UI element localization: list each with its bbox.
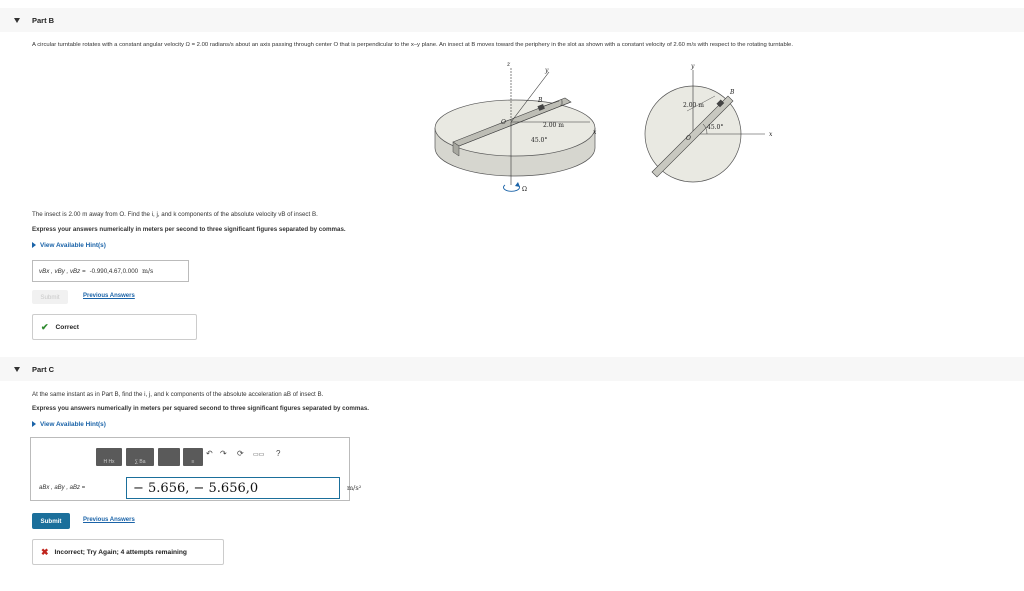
point-o-label-top: O <box>686 135 691 142</box>
vector-button[interactable]: ≡ <box>183 448 203 466</box>
help-icon[interactable]: ? <box>276 449 281 458</box>
axis-y-label-3d: y <box>545 67 549 74</box>
part-c-feedback-text: Incorrect; Try Again; 4 attempts remaining <box>54 548 187 556</box>
collapse-caret-icon[interactable] <box>14 18 20 23</box>
point-b-label-top: B <box>730 89 735 96</box>
part-c-hint-toggle[interactable] <box>32 421 106 428</box>
unit-j-label: j <box>561 99 563 106</box>
templates-button[interactable]: H Hx <box>96 448 122 466</box>
part-c-header[interactable] <box>0 357 1024 381</box>
part-c-instruction: Express you answers numerically in meters per squared second to three significant figures separated by commas. <box>32 405 369 412</box>
axis-x-label-top: x <box>769 131 773 138</box>
math-answer-editor <box>30 437 362 501</box>
axis-y-label-top: y <box>691 63 695 70</box>
distance-label-top: 2.00 m <box>683 102 704 109</box>
part-c-hint-label: View Available Hint(s) <box>40 421 106 428</box>
turntable-top-view <box>645 70 765 182</box>
part-b-hint-toggle[interactable] <box>32 242 106 249</box>
turntable-figure <box>425 60 805 200</box>
point-o-label-3d: O <box>501 119 506 126</box>
part-b-instruction: Express your answers numerically in meters per second to three significant figures separated by commas. <box>32 226 346 233</box>
symbols-button[interactable]: ∑ Ba <box>126 448 154 466</box>
part-b-header[interactable] <box>0 8 1024 32</box>
part-b-feedback <box>32 314 197 340</box>
undo-icon[interactable]: ↶ <box>206 449 213 458</box>
angle-label-3d: 45.0° <box>531 137 548 144</box>
collapse-caret-icon[interactable] <box>14 367 20 372</box>
part-b-answer-unit: m/s <box>142 267 154 275</box>
axis-z-label: z <box>507 61 511 68</box>
part-c-answer-input[interactable]: − 5.656, − 5.656,0 <box>126 477 340 499</box>
omega-label: Ω <box>522 186 527 193</box>
part-b-feedback-text: Correct <box>55 323 79 331</box>
point-b-label-3d: B <box>538 97 543 104</box>
part-c-answer-label: aBx , aBy , aBz = <box>39 485 86 491</box>
part-c-submit-button[interactable]: Submit <box>32 513 70 529</box>
part-c-title: Part C <box>32 364 55 374</box>
part-c-feedback <box>32 539 224 565</box>
part-b-question: The insect is 2.00 m away from O. Find the i, j, and k components of the absolute velocity vB of insect B. <box>32 211 318 218</box>
distance-label-3d: 2.00 m <box>543 122 564 129</box>
part-b-answer-box <box>32 260 189 282</box>
part-b-title: Part B <box>32 15 55 25</box>
part-b-answer-value: -0.990,4.67,0.000 <box>89 267 139 275</box>
part-b-previous-answers-link[interactable]: Previous Answers <box>83 293 135 299</box>
matrix-button[interactable] <box>158 448 180 466</box>
angle-label-top: 45.0° <box>707 124 724 131</box>
keyboard-icon[interactable]: ▭▭ <box>253 452 265 458</box>
reset-icon[interactable]: ⟳ <box>237 449 244 458</box>
part-b-hint-label: View Available Hint(s) <box>40 242 106 249</box>
redo-icon[interactable]: ↷ <box>220 449 227 458</box>
part-b-answer-label: vBx , vBy , vBz = <box>39 267 86 275</box>
expand-triangle-icon <box>32 242 36 248</box>
part-c-answer-unit: m/s² <box>347 484 362 492</box>
part-c-previous-answers-link[interactable]: Previous Answers <box>83 517 135 523</box>
axis-x-label-3d: x <box>593 129 597 136</box>
cross-icon: ✖ <box>41 546 49 557</box>
part-c-question: At the same instant as in Part B, find the i, j, and k components of the absolute acceleration aB of insect B. <box>32 391 324 398</box>
checkmark-icon: ✔ <box>41 321 49 332</box>
problem-statement: A circular turntable rotates with a constant angular velocity Ω = 2.00 radians/s about an axis passing through center O that is perpendicular to the x–y plane. An insect at B moves toward the periphery in the slot as shown with a constant velocity of 2.60 m/s with respect to the rotating turntable. <box>32 42 793 48</box>
expand-triangle-icon <box>32 421 36 427</box>
turntable-3d-view <box>435 68 595 191</box>
part-b-submit-button[interactable]: Submit <box>32 290 68 304</box>
